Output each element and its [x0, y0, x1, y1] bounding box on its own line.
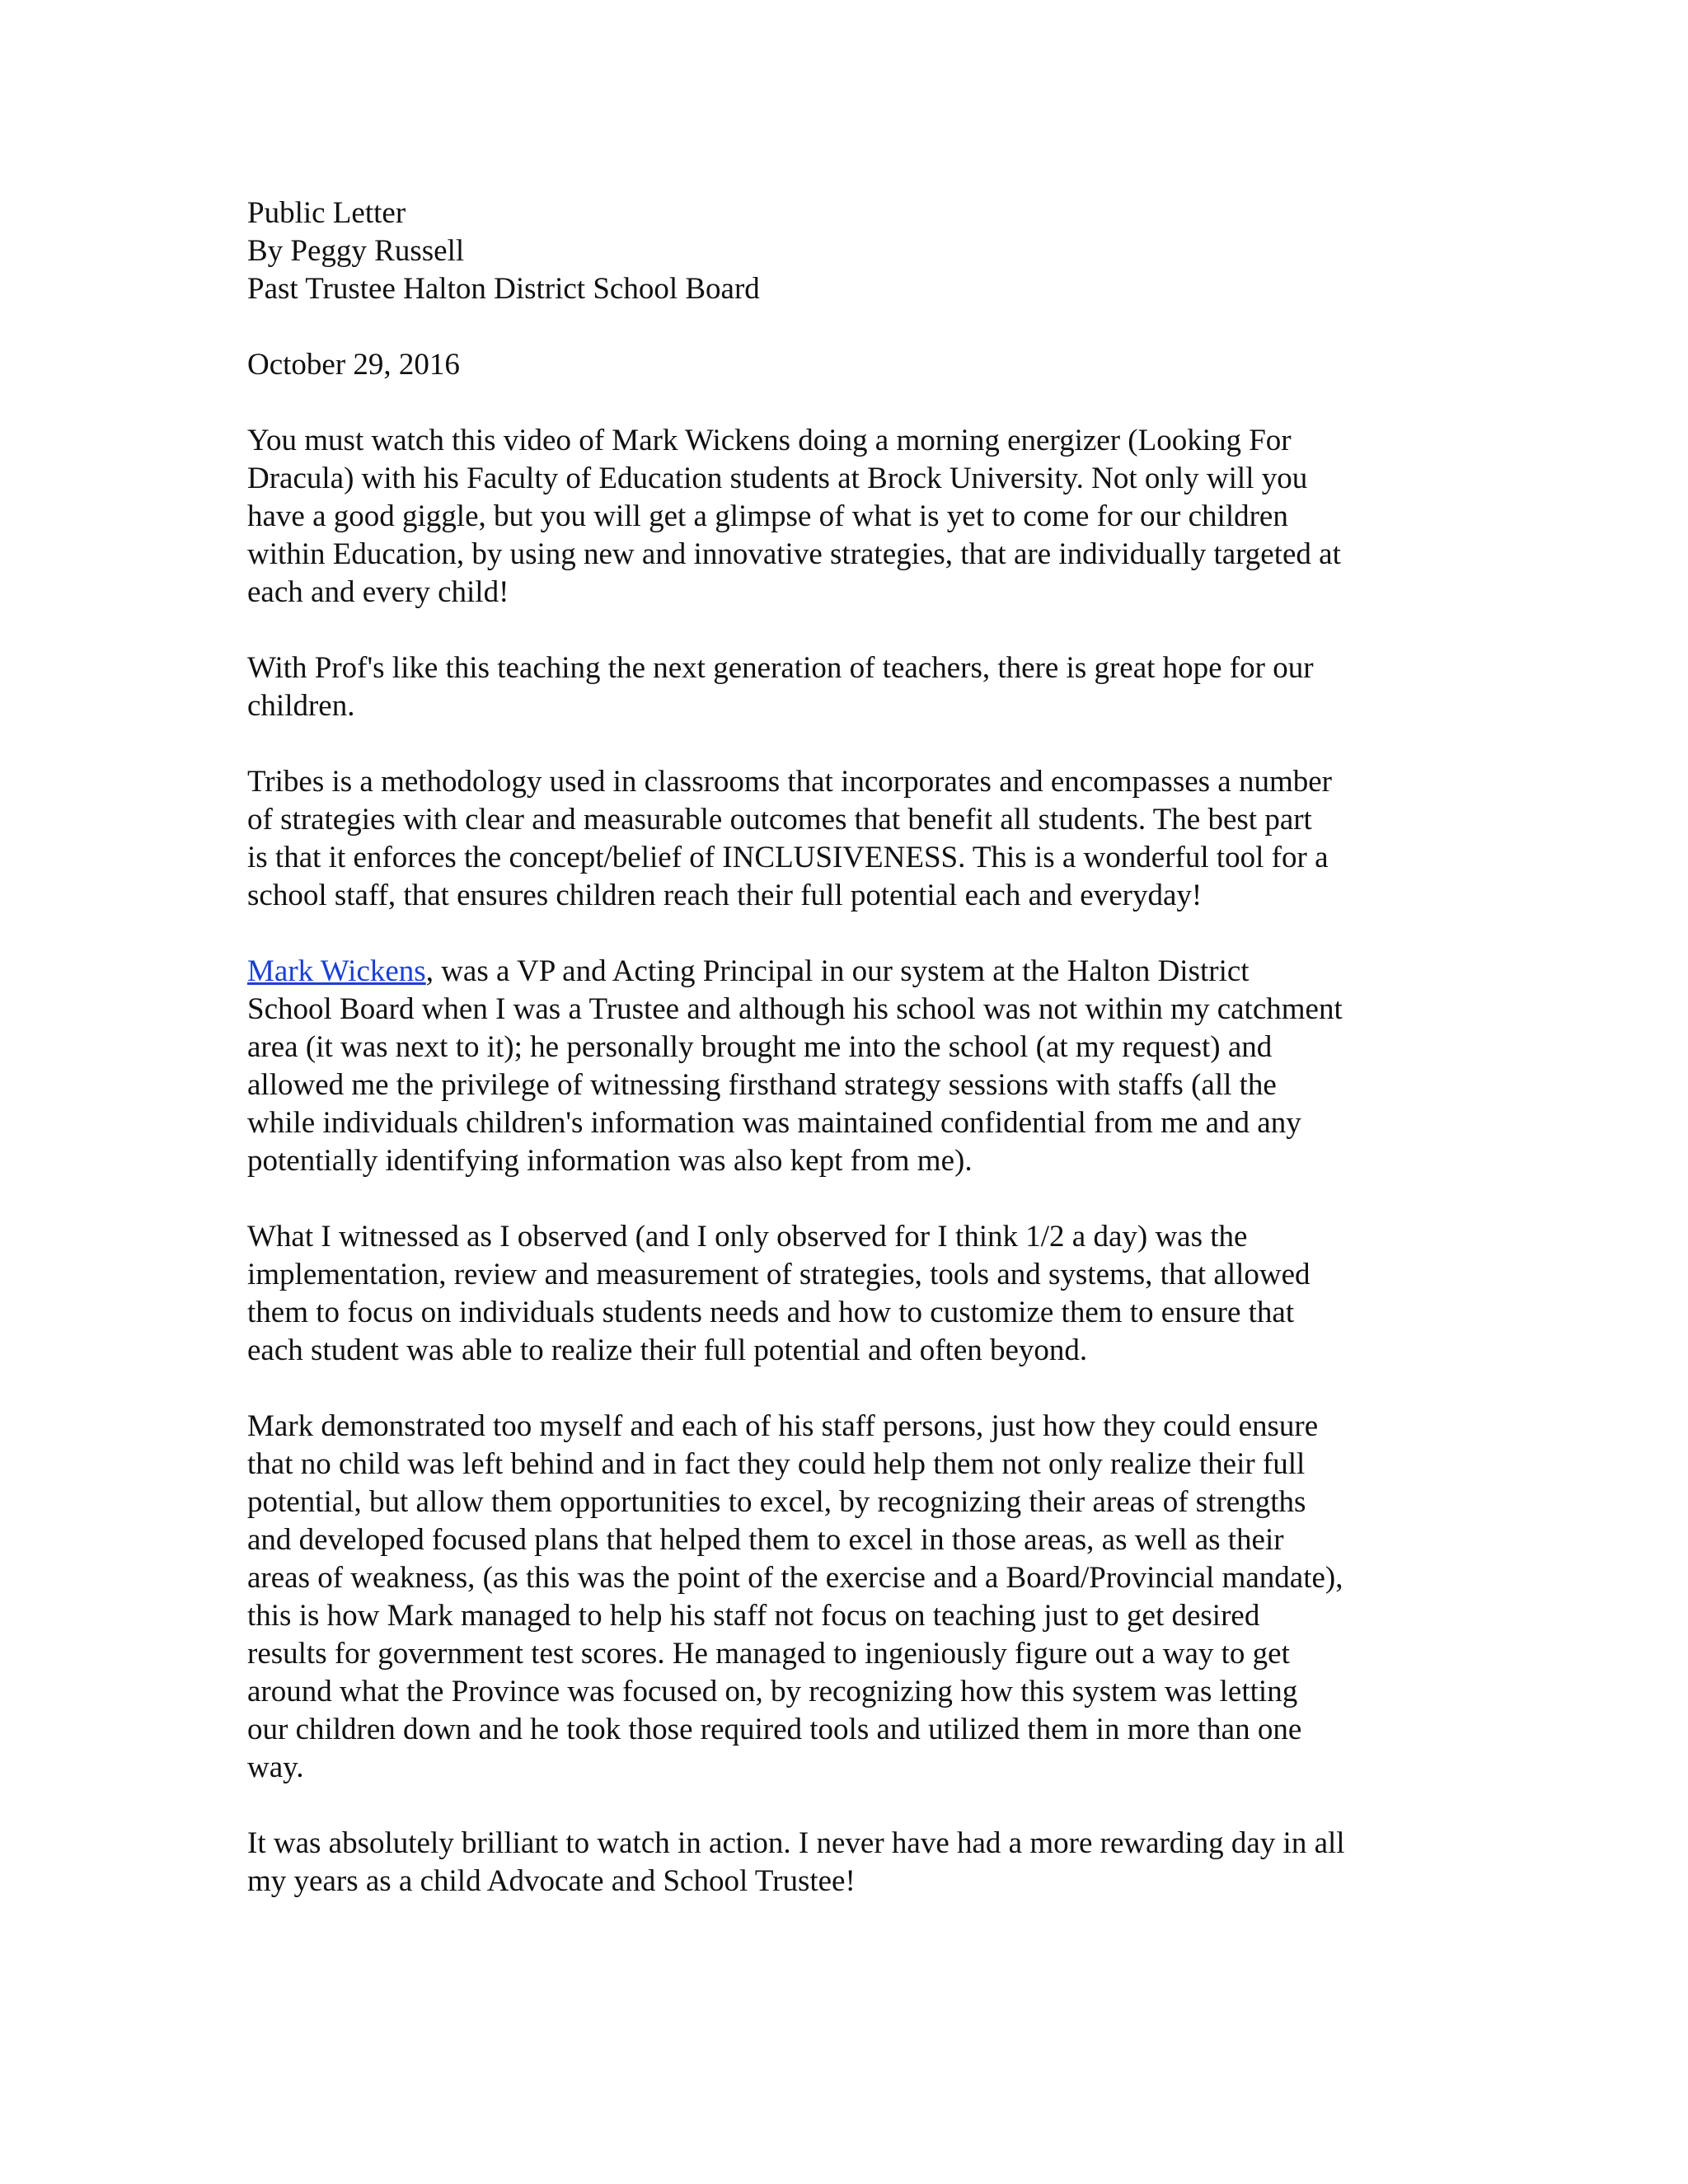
- paragraph-line: School Board when I was a Trustee and although his school was not within my catchment: [247, 992, 1343, 1026]
- paragraph-line: each and every child!: [247, 575, 509, 609]
- letter-body: [247, 194, 1451, 1900]
- paragraph-line: potential, but allow them opportunities to excel, by recognizing their areas of strengths: [247, 1485, 1306, 1519]
- paragraph-witnessed: [247, 1218, 1451, 1370]
- mark-wickens-link[interactable]: Mark Wickens: [247, 954, 426, 988]
- paragraph-line: around what the Province was focused on, by recognizing how this system was letting: [247, 1675, 1298, 1708]
- paragraph-mark-wickens: [247, 953, 1451, 1180]
- paragraph-line: of strategies with clear and measurable outcomes that benefit all students. The best part: [247, 803, 1312, 837]
- paragraph-line: that no child was left behind and in fact they could help them not only realize their full: [247, 1447, 1306, 1481]
- header-author-role: Past Trustee Halton District School Board: [247, 272, 760, 306]
- paragraph-line: [247, 953, 1451, 991]
- paragraph-line: allowed me the privilege of witnessing firsthand strategy sessions with staffs (all the: [247, 1068, 1277, 1102]
- paragraph-line: school staff, that ensures children reach their full potential each and everyday!: [247, 879, 1203, 912]
- paragraph-line: this is how Mark managed to help his staff not focus on teaching just to get desired: [247, 1599, 1260, 1633]
- paragraph-line: Dracula) with his Faculty of Education students at Brock University. Not only will you: [247, 462, 1308, 495]
- paragraph-line: way.: [247, 1750, 304, 1784]
- header-author: By Peggy Russell: [247, 234, 465, 268]
- paragraph-line: have a good giggle, but you will get a glimpse of what is yet to come for our children: [247, 499, 1288, 533]
- paragraph-line: results for government test scores. He managed to ingeniously figure out a way to get: [247, 1637, 1290, 1671]
- paragraph-line: Tribes is a methodology used in classrooms that incorporates and encompasses a number: [247, 765, 1332, 799]
- paragraph-line: children.: [247, 689, 355, 723]
- paragraph-line: With Prof's like this teaching the next generation of teachers, there is great hope for our: [247, 651, 1314, 685]
- paragraph-video: [247, 422, 1451, 612]
- letter-date: October 29, 2016: [247, 348, 460, 382]
- paragraph-line: while individuals children's information was maintained confidential from me and any: [247, 1106, 1301, 1140]
- paragraph-line: is that it enforces the concept/belief of INCLUSIVENESS. This is a wonderful tool for a: [247, 841, 1329, 874]
- paragraph-line: You must watch this video of Mark Wickens doing a morning energizer (Looking For: [247, 424, 1292, 457]
- paragraph-line: implementation, review and measurement of strategies, tools and systems, that allowed: [247, 1258, 1311, 1291]
- paragraph-profs: [247, 649, 1451, 725]
- paragraph-line: them to focus on individuals students needs and how to customize them to ensure that: [247, 1296, 1295, 1329]
- paragraph-line: my years as a child Advocate and School Trustee!: [247, 1864, 856, 1898]
- paragraph-line: and developed focused plans that helped them to excel in those areas, as well as their: [247, 1523, 1284, 1557]
- paragraph-line: within Education, by using new and innovative strategies, that are individually targeted at: [247, 537, 1341, 571]
- paragraph-line: area (it was next to it); he personally brought me into the school (at my request) and: [247, 1030, 1273, 1064]
- paragraph-line: potentially identifying information was also kept from me).: [247, 1144, 973, 1178]
- paragraph-line: What I witnessed as I observed (and I only observed for I think 1/2 a day) was the: [247, 1220, 1248, 1254]
- paragraph-line: areas of weakness, (as this was the point of the exercise and a Board/Provincial mandate),: [247, 1561, 1343, 1595]
- paragraph-line-text: , was a VP and Acting Principal in our system at the Halton District: [425, 954, 1250, 988]
- paragraph-tribes: [247, 763, 1451, 915]
- paragraph-line: It was absolutely brilliant to watch in action. I never have had a more rewarding day in all: [247, 1826, 1345, 1860]
- paragraph-line: each student was able to realize their full potential and often beyond.: [247, 1333, 1088, 1367]
- paragraph-brilliant: [247, 1825, 1451, 1900]
- paragraph-demonstrated: [247, 1408, 1451, 1787]
- header-title: Public Letter: [247, 196, 406, 230]
- paragraph-line: our children down and he took those required tools and utilized them in more than one: [247, 1713, 1302, 1746]
- letter-header: [247, 194, 1451, 308]
- paragraph-line: Mark demonstrated too myself and each of his staff persons, just how they could ensure: [247, 1409, 1319, 1443]
